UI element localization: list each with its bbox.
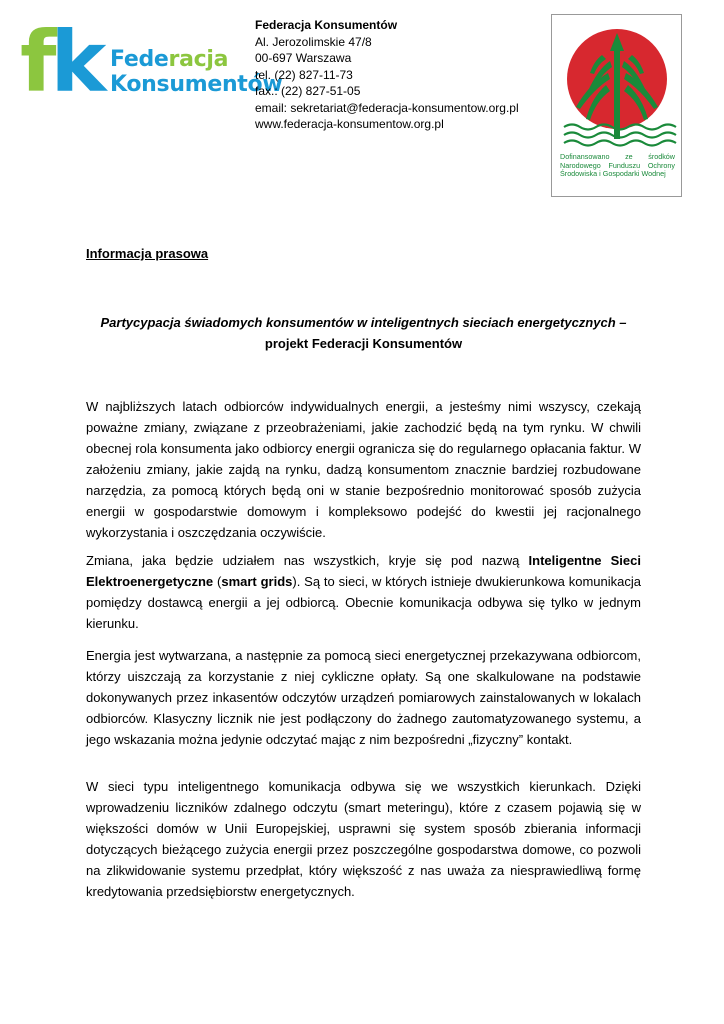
- title-line-2: projekt Federacji Konsumentów: [264, 336, 463, 351]
- paragraph-3: Energia jest wytwarzana, a następnie za pomocą sieci energetycznej przekazywana odbiorcom, którzy uiszczają za korzystanie z niej cykliczne opłaty. Są one skalkulowane na podstawie dokonywanych przez inkasentów odczytów urządzeń pomiarowych zainstalowanych w lokalach odbiorców. Klasyczny licznik nie jest podłączony do żadnego zautomatyzowanego systemu, a jego wskazania można jedynie odczytać mając z nim bezpośredni „fizyczny” kontakt.: [86, 648, 641, 747]
- emblem-caption: Dofinansowano ze środków Narodowego Funduszu Ochrony Środowiska i Gospodarki Wodnej: [560, 152, 675, 178]
- contact-block: [255, 17, 519, 133]
- paragraph-1: W najbliższych latach odbiorców indywidualnych energii, a jesteśmy nimi wszyscy, czekają poważne zmiany, związane z przeobrażeniami, jakie zachodzić będą na tym rynku. W chwili obecnej rola konsumenta jako odbiorcy energii ogranicza się do regularnego opłacania faktur. W założeniu zmiany, jakie zajdą na rynku, dadzą konsumentom znacznie bardziej rozbudowane narzędzia, za pomocą których będą oni w stanie bezpośrednio monitorować sposób zużycia energii w gospodarstwie domowym i kompleksowo podejść do kwestii jej racjonalnego wykorzystania i oszczędzania oczywiście.: [86, 399, 641, 540]
- paragraph-2: Zmiana, jaka będzie udziałem nas wszystkich, kryje się pod nazwą Inteligentne Sieci Elektroenergetyczne (smart grids). Są to sieci, w których istnieje dwukierunkowa komunikacja pomiędzy dostawcą energii a jej odbiorcą. Obecnie komunikacja odbywa się tylko w jednym kierunku.: [86, 553, 641, 631]
- press-release-label: Informacja prasowa: [86, 246, 209, 261]
- website-line[interactable]: www.federacja-konsumentow.org.pl: [255, 117, 444, 131]
- organization-name: Federacja Konsumentów: [255, 18, 398, 32]
- tree-sun-icon: [558, 21, 677, 151]
- fax-line: fax.: (22) 827-51-05: [255, 84, 361, 98]
- city-line: 00-697 Warszawa: [255, 51, 352, 65]
- nfosigw-emblem: [551, 14, 682, 197]
- phone-line: tel. (22) 827-11-73: [255, 67, 353, 82]
- title-line-1: Partycypacja świadomych konsumentów w inteligentnych sieciach energetycznych –: [100, 315, 627, 330]
- email-line[interactable]: email: sekretariat@federacja-konsumentow.org.pl: [255, 100, 519, 115]
- fk-logo-mark: fk: [20, 13, 101, 111]
- term-smart-grids: smart grids: [221, 574, 293, 589]
- document-title: [86, 312, 641, 354]
- paragraph-4: W sieci typu inteligentnego komunikacja odbywa się we wszystkich kierunkach. Dzięki wprowadzeniu liczników zdalnego odczytu (smart meteringu), które z czasem pojawią się w większości domów w Unii Europejskiej, usprawni się system sposób zbierania informacji dotyczących bieżącego zużycia energii przez poszczególne gospodarstwa domowe, co pozwoli na zlikwidowanie systemu przedpłat, który większość z nas uważa za niesprawiedliwą formę kredytowania przedsiębiorstw energetycznych.: [86, 779, 641, 899]
- term-smart-grid-polish: Inteligentne Sieci Elektroenergetyczne: [86, 553, 641, 589]
- address-line: Al. Jerozolimskie 47/8: [255, 34, 372, 49]
- federacja-konsumentow-logo: [20, 13, 283, 111]
- logo-wordmark: Federacja Konsumentów: [110, 47, 283, 97]
